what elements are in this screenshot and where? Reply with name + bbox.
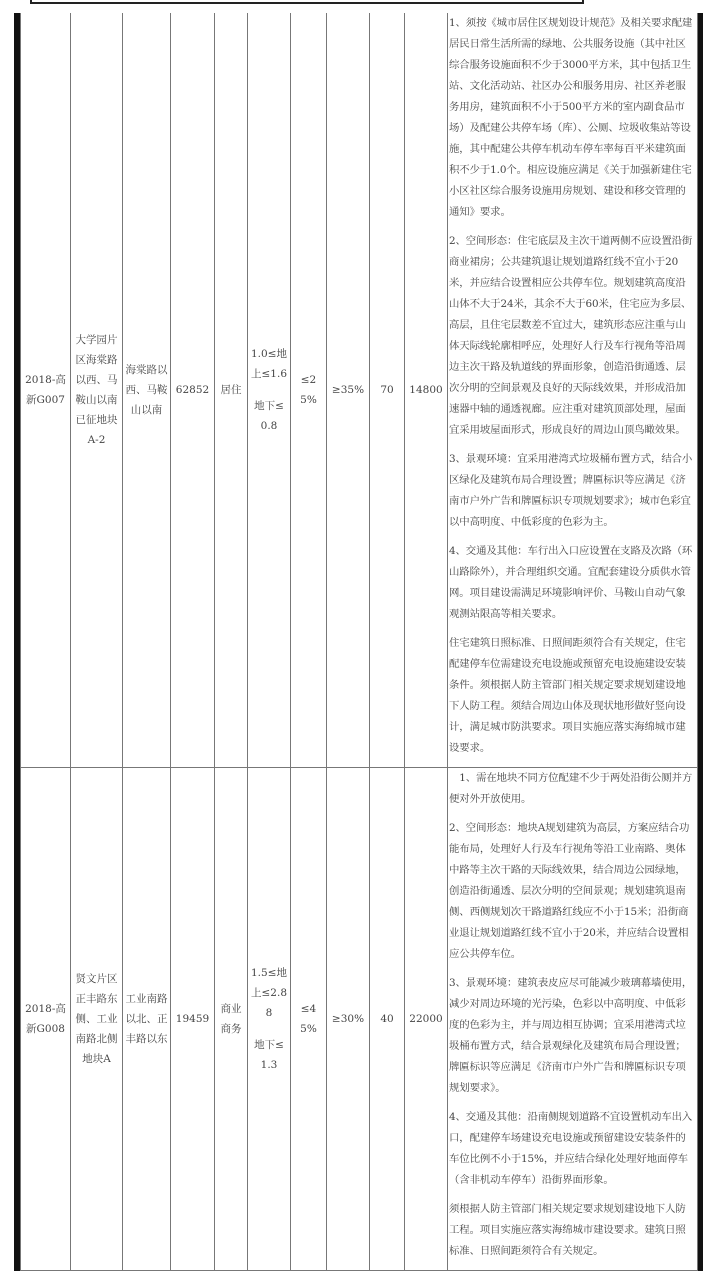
green-ratio: ≥35% xyxy=(327,13,370,768)
building-density: ≤45% xyxy=(291,768,327,1271)
parcel-area: 19459 xyxy=(171,768,215,1271)
parcel-code: 2018-高新G008 xyxy=(21,768,71,1271)
height-limit: 70 xyxy=(370,13,405,768)
far-below-ground: 地下≤1.3 xyxy=(254,1039,284,1071)
requirement-paragraph: 须根据人防主管部门相关规定要求规划建设地下人防工程。项目实施应落实海绵城市建设要求。建筑日照标准、日照间距须符合有关规定。 xyxy=(449,1203,686,1257)
requirement-paragraph: 2、空间形态：地块A规划建筑为高层，方案应结合功能布局，处理好人行及车行视角等沿工业南路、奥体中路等主次干路的天际线效果，结合周边公园绿地，创造沿街通透、层次分明的空间景观；规划建筑退南侧、西侧规划次干路道路红线应不小于15米；沿街商业退让规划道路红线不宜小于20米，并应结合设置相应公共停车位。 xyxy=(449,822,690,960)
land-use: 商业商务 xyxy=(215,768,248,1271)
land-use: 居住 xyxy=(215,13,248,768)
requirement-paragraph: 1、须按《城市居住区规划设计规范》及相关要求配建居民日常生活所需的绿地、公共服务设施（其中社区综合服务设施面积不少于3000平方米，其中包括卫生站、文化活动站、社区办公和服务用房、社区养老服务用房，建筑面积不小于500平方米的室内副食品市场）及配建公共停车场（库）、公厕、垃圾收集站等设施，其中配建公共停车机动车停车率每百平米建筑面积不少于1.0个。相应设施应满足《关于加强新建住宅小区社区综合服务设施用房规划、建设和移交管理的通知》要求。 xyxy=(449,17,693,218)
parcel-location: 工业南路以北、正丰路以东 xyxy=(123,768,171,1271)
height-limit: 40 xyxy=(370,768,405,1271)
floor-area-ratio xyxy=(248,768,291,1271)
building-density: ≤25% xyxy=(291,13,327,768)
green-ratio: ≥30% xyxy=(327,768,370,1271)
parking-value: 14800 xyxy=(405,13,448,768)
parcel-name: 大学园片区海棠路以西、马鞍山以南已征地块A-2 xyxy=(71,13,123,768)
parcel-name: 贤文片区正丰路东侧、工业南路北侧地块A xyxy=(71,768,123,1271)
requirement-paragraph: 4、交通及其他：车行出入口应设置在支路及次路（环山路除外），并合理组织交通。宜配套建设分质供水管网。项目建设需满足环境影响评价、马鞍山自动气象观测站限高等相关要求。 xyxy=(449,545,693,620)
requirement-paragraph: 住宅建筑日照标准、日照间距须符合有关规定，住宅配建停车位需建设充电设施或预留充电设施建设安装条件。须根据人防主管部门相关规定要求规划建设地下人防工程。须结合周边山体及现状地形做好竖向设计，满足城市防洪要求。项目实施应落实海绵城市建设要求。 xyxy=(449,637,686,754)
planning-requirements xyxy=(448,13,698,768)
requirement-paragraph: 2、空间形态：住宅底层及主次干道两侧不应设置沿街商业裙房；公共建筑退让规划道路红线不宜小于20米，并应结合设置相应公共停车位。规划建筑高度沿山体不大于24米，其余不大于60米，住宅应为多层、高层，且住宅层数差不宜过大，建筑形态应注重与山体天际线轮廓相呼应，处理好人行及车行视角等沿周边主次干路及轨道线的界面形象，创造沿街通透、层次分明的空间景观及良好的天际线效果，并形成沿加速器中轴的通透视廊。应注重对建筑顶部处理，屋面宜采用坡屋面形式，形成良好的周边山顶鸟瞰效果。 xyxy=(449,235,693,436)
far-above-ground: 1.0≤地上≤1.6 xyxy=(251,348,287,380)
planning-requirements xyxy=(448,768,698,1271)
far-above-ground: 1.5≤地上≤2.88 xyxy=(251,967,287,1019)
land-parcel-table-wrapper xyxy=(14,13,703,1271)
parking-value: 22000 xyxy=(405,768,448,1271)
previous-page-box xyxy=(30,0,584,4)
table-row xyxy=(21,13,698,768)
parcel-code: 2018-高新G007 xyxy=(21,13,71,768)
requirement-paragraph: 4、交通及其他：沿南侧规划道路不宜设置机动车出入口，配建停车场建设充电设施或预留建设安装条件的车位比例不小于15%，并应结合绿化处理好地面停车（含非机动车停车）沿街界面形象。 xyxy=(449,1111,693,1186)
floor-area-ratio xyxy=(248,13,291,768)
land-parcel-table xyxy=(20,13,698,1271)
requirement-paragraph: 3、景观环境：宜采用港湾式垃圾桶布置方式，结合小区绿化及建筑布局合理设置；牌匾标识等应满足《济南市户外广告和牌匾标识专项规划要求》；城市色彩宜以中高明度、中低彩度的色彩为主。 xyxy=(449,453,693,528)
requirement-paragraph: 1、需在地块不同方位配建不少于两处沿街公厕并方便对外开放使用。 xyxy=(449,772,693,805)
requirement-paragraph: 3、景观环境：建筑表皮应尽可能减少玻璃幕墙使用，减少对周边环境的光污染，色彩以中高明度、中低彩度的色彩为主，并与周边相互协调；宜采用港湾式垃圾桶布置方式，结合景观绿化及建筑布局合理设置；牌匾标识等应满足《济南市户外广告和牌匾标识专项规划要求》。 xyxy=(449,977,693,1094)
parcel-location: 海棠路以西、马鞍山以南 xyxy=(123,13,171,768)
table-row xyxy=(21,768,698,1271)
parcel-area: 62852 xyxy=(171,13,215,768)
far-below-ground: 地下≤0.8 xyxy=(254,400,284,432)
